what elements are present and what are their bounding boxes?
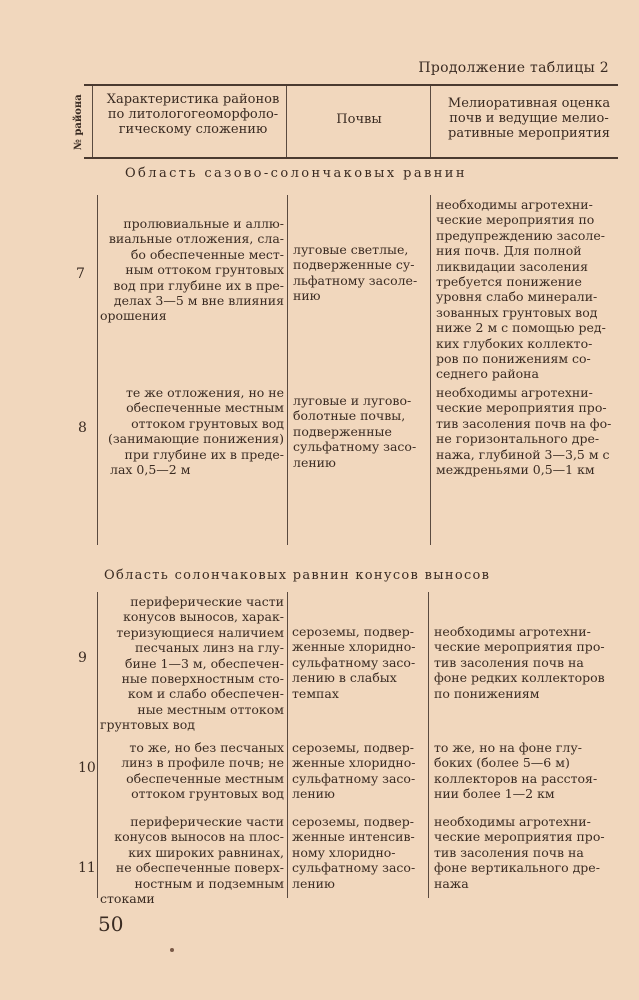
section1-divider-3 xyxy=(430,195,431,545)
page-number: 50 xyxy=(98,912,124,936)
row-number: 11 xyxy=(78,860,96,876)
row-7-assessment: необходимы агротехни- ческие мероприятия по предупреждению засоле- ния почв. Для полной ликвидации засоления требуется понижение уровня слабо минерали- зованных грунтовых вод ниже 2 м с помощью ред- ких глубоких коллекто- ров по понижениям со- седнего района xyxy=(436,197,606,382)
row-8-characteristics: те же отложения, но не обеспеченные местным оттоком грунтовых вод (занимающие понижения) при глубине их в преде- лах 0,5—2 м xyxy=(107,385,284,478)
row-9-assessment: необходимы агротехни- ческие мероприятия про- тив засоления почв на фоне редких коллекторов по понижениям xyxy=(434,624,605,701)
row-11-characteristics: периферические части конусов выносов на плос- ких широких равнинах, не обеспеченные поверх- ностным и подземным стоками xyxy=(100,814,284,907)
row-9-characteristics: периферические части конусов выносов, харак- теризующиеся наличием песчаных линз на глу- бине 1—3 м, обеспечен- ные поверхностным сто- ком и слабо обеспечен- ные местным оттоком грунтовых вод xyxy=(100,594,284,733)
header-bottom-rule xyxy=(84,157,618,159)
header-divider-3 xyxy=(430,86,431,157)
section2-divider-3 xyxy=(428,592,429,898)
paper-speck xyxy=(170,948,174,952)
row-number: 9 xyxy=(78,650,87,666)
section-title: Область сазово-солончаковых равнин xyxy=(125,166,467,181)
row-10-soils: сероземы, подвер- женные хлоридно- сульфатному засо- лению xyxy=(292,740,416,802)
row-8-assessment: необходимы агротехни- ческие мероприятия про- тив засоления почв на фо- не горизонтального дре- нажа, глубиной 3—3,5 м с междреньями 0,5—1 км xyxy=(436,385,612,478)
header-divider-1 xyxy=(92,86,93,157)
row-9-soils: сероземы, подвер- женные хлоридно- сульфатному засо- лению в слабых темпах xyxy=(292,624,416,701)
column-header-number: № района xyxy=(73,94,84,150)
row-10-assessment: то же, но на фоне глу- боких (более 5—6 м) коллекторов на расстоя- нии более 1—2 км xyxy=(434,740,598,802)
section2-divider-1 xyxy=(97,592,98,898)
column-header-soils: Почвы xyxy=(336,112,382,127)
row-11-assessment: необходимы агротехни- ческие мероприятия про- тив засоления почв на фоне вертикального дре- нажа xyxy=(434,814,605,891)
table-continuation-label: Продолжение таблицы 2 xyxy=(418,60,609,76)
header-divider-2 xyxy=(286,86,287,157)
section1-divider-1 xyxy=(97,195,98,545)
row-7-soils: луговые светлые, подверженные су- льфатному засоле- нию xyxy=(293,242,418,304)
row-number: 10 xyxy=(78,760,96,776)
table-top-rule xyxy=(84,84,618,86)
column-header-characteristics: Характеристика районов по литологогеоморфоло- гическому сложению xyxy=(106,92,280,137)
section-title: Область солончаковых равнин конусов выносов xyxy=(104,568,491,583)
row-number: 8 xyxy=(78,420,87,436)
section2-divider-2 xyxy=(287,592,288,898)
row-8-soils: луговые и лугово- болотные почвы, подверженные сульфатному засо- лению xyxy=(293,393,417,470)
column-header-assessment: Мелиоративная оценка почв и ведущие мелио- ративные мероприятия xyxy=(447,96,611,141)
row-11-soils: сероземы, подвер- женные интенсив- ному хлоридно- сульфатному засо- лению xyxy=(292,814,416,891)
row-number: 7 xyxy=(76,266,85,282)
row-10-characteristics: то же, но без песчаных линз в профиле почв; не обеспеченные местным оттоком грунтовых вод xyxy=(121,740,284,802)
section1-divider-2 xyxy=(287,195,288,545)
row-7-characteristics: пролювиальные и аллю- виальные отложения, сла- бо обеспеченные мест- ным оттоком грунтовых вод при глубине их в пре- делах 3—5 м вне влияния орошения xyxy=(100,216,284,324)
